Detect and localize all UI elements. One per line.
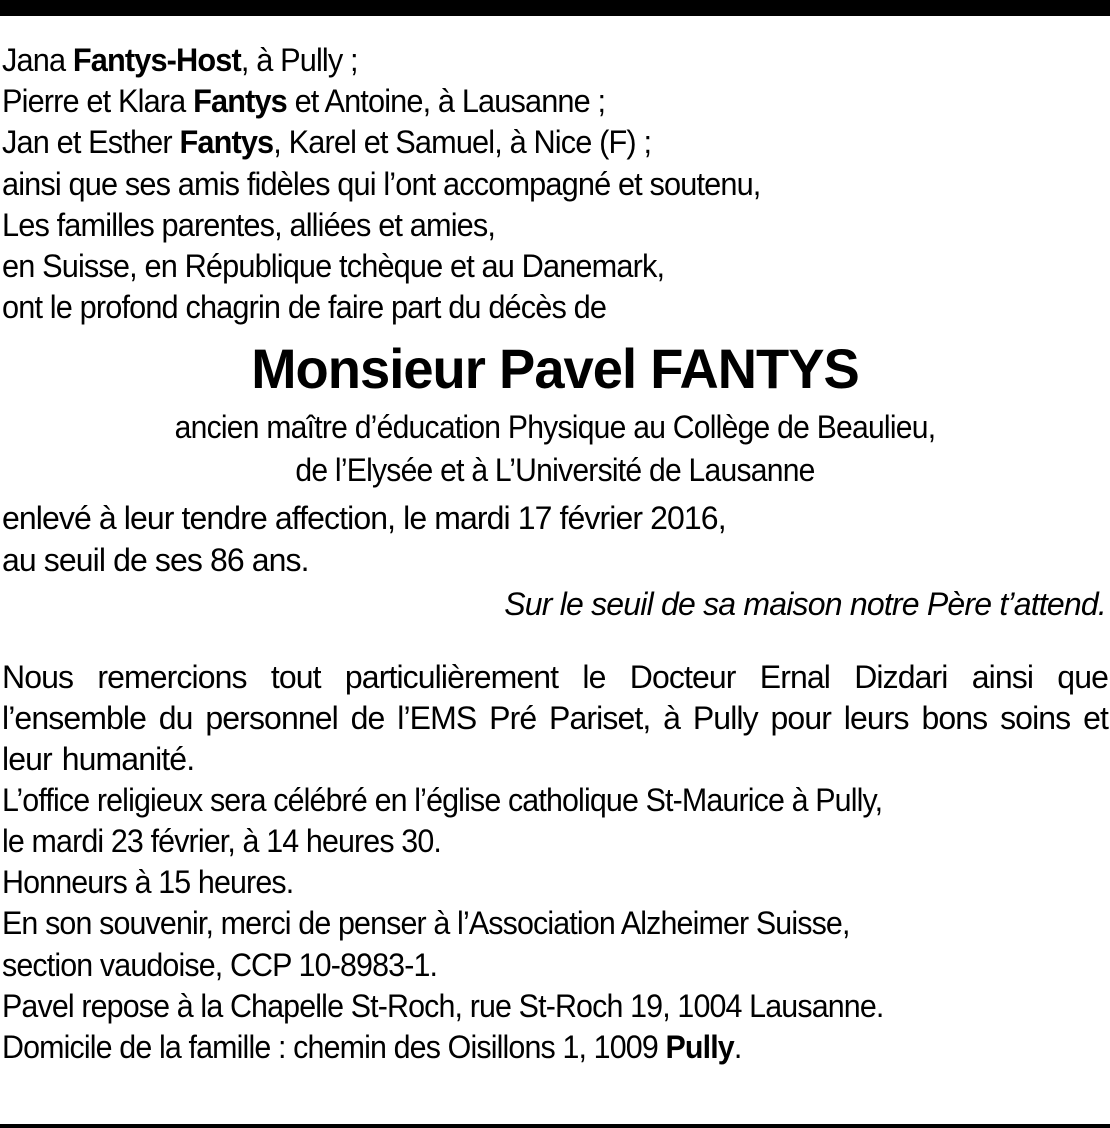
family-surname: Fantys [179, 124, 274, 161]
family-line: ainsi que ses amis fidèles qui l’ont accompagné et soutenu, [2, 165, 761, 202]
announcement-line: ont le profond chagrin de faire part du décès de [2, 289, 607, 326]
detail-line: le mardi 23 février, à 14 heures 30. [2, 823, 442, 860]
family-line: Pierre et Klara Fantys et Antoine, à Lausanne ; [2, 83, 606, 120]
bottom-rule [0, 1124, 1110, 1128]
deceased-title-line: ancien maître d’éducation Physique au Collège de Beaulieu, [174, 409, 936, 446]
town-name: Pully [665, 1029, 734, 1066]
thanks-paragraph: Nous remercions tout particulièrement le Docteur Ernal Dizdari ainsi que l’ensemble du personnel de l’EMS Pré Pariset, à Pully pour leurs bons soins et leur humanité. [2, 658, 1108, 777]
deceased-title-line: de l’Elysée et à L’Université de Lausanne [295, 452, 815, 489]
funeral-details [2, 780, 1108, 1068]
family-line: Les familles parentes, alliées et amies, [2, 206, 496, 243]
detail-line: L’office religieux sera célébré en l’église catholique St-Maurice à Pully, [2, 781, 883, 818]
death-date-line: enlevé à leur tendre affection, le mardi 17 février 2016, [2, 500, 726, 537]
age-line: au seuil de ses 86 ans. [2, 541, 309, 578]
death-announcement [2, 498, 1108, 580]
detail-line: Honneurs à 15 heures. [2, 864, 294, 901]
deceased-name: Monsieur Pavel FANTYS [251, 337, 859, 401]
detail-line: En son souvenir, merci de penser à l’Association Alzheimer Suisse, [2, 905, 850, 942]
motto: Sur le seuil de sa maison notre Père t’attend. [504, 585, 1106, 622]
family-line: Jan et Esther Fantys, Karel et Samuel, à Nice (F) ; [2, 124, 652, 161]
family-line: Jana Fantys-Host, à Pully ; [2, 42, 358, 78]
top-rule [0, 0, 1110, 16]
family-line: en Suisse, en République tchèque et au Danemark, [2, 248, 665, 285]
detail-line: Domicile de la famille : chemin des Oisillons 1, 1009 Pully. [2, 1029, 742, 1066]
family-list [2, 40, 1108, 328]
family-surname: Fantys [193, 83, 287, 120]
detail-line: section vaudoise, CCP 10-8983-1. [2, 946, 438, 983]
family-surname: Fantys-Host [72, 42, 241, 78]
detail-line: Pavel repose à la Chapelle St-Roch, rue St-Roch 19, 1004 Lausanne. [2, 987, 884, 1024]
obituary-notice [2, 40, 1108, 1068]
